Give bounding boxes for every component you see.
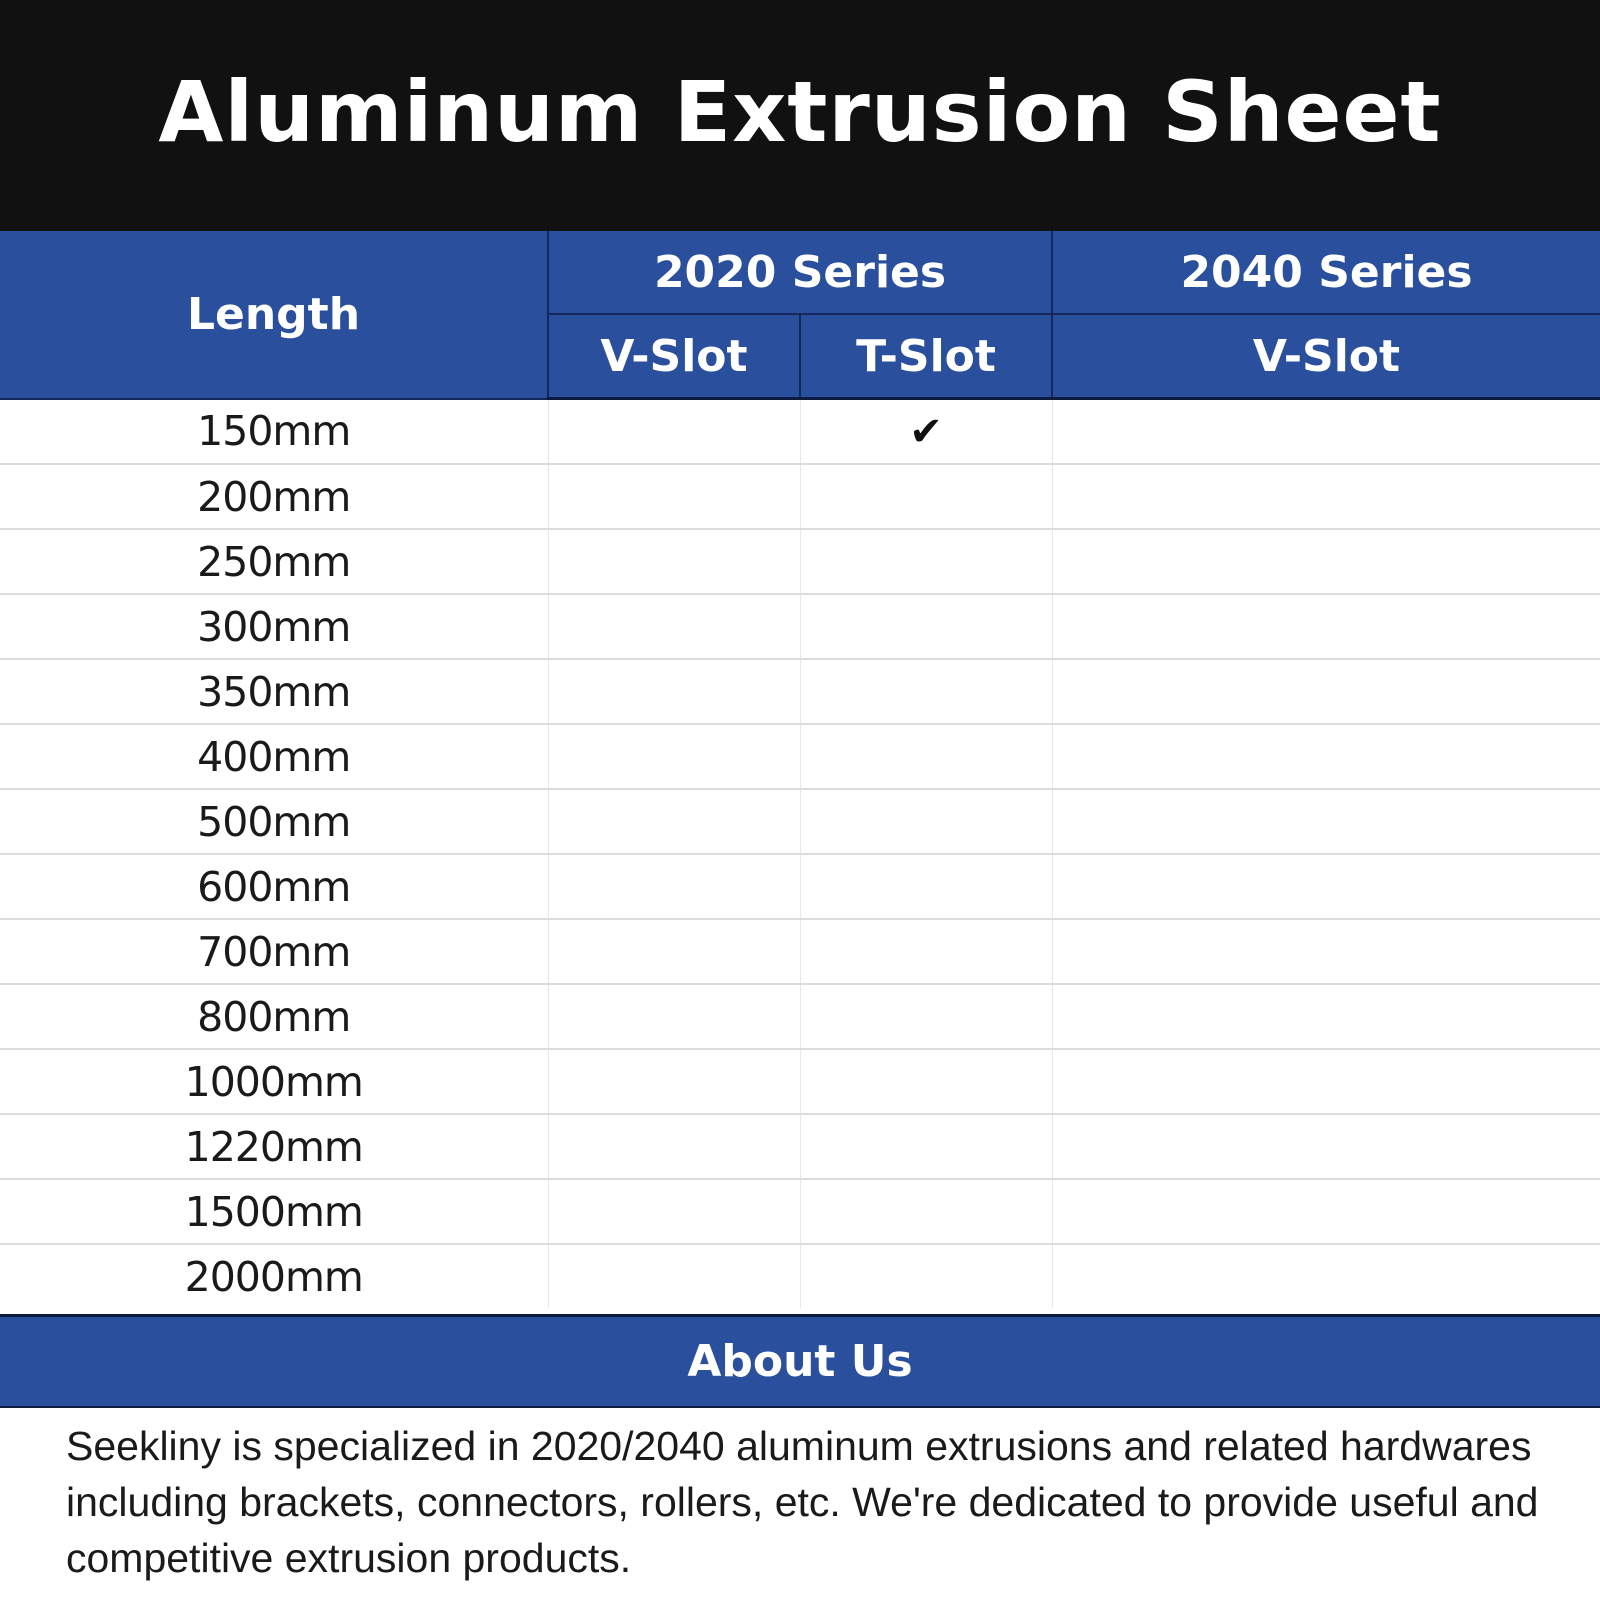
series-2040-vslot-cell — [1052, 594, 1600, 659]
length-column-header: Length — [0, 231, 548, 399]
table-row — [0, 919, 1600, 984]
about-banner — [0, 1314, 1600, 1408]
length-cell: 700mm — [0, 919, 548, 984]
table-header — [0, 231, 1600, 399]
table-row — [0, 1049, 1600, 1114]
series-2040-vslot-cell — [1052, 919, 1600, 984]
series-2020-tslot-cell — [800, 464, 1052, 529]
series-2020-vslot-cell — [548, 1244, 800, 1308]
about-heading: About Us — [687, 1336, 913, 1387]
series-2020-tslot-cell — [800, 594, 1052, 659]
length-cell: 400mm — [0, 724, 548, 789]
series-2040-vslot-cell — [1052, 1244, 1600, 1308]
series-2020-vslot-header: V-Slot — [548, 314, 800, 399]
length-cell: 2000mm — [184, 1252, 363, 1301]
series-2020-vslot-cell — [548, 919, 800, 984]
series-2020-tslot-cell — [800, 724, 1052, 789]
length-cell: 300mm — [0, 594, 548, 659]
series-2020-vslot-cell — [548, 1114, 800, 1179]
series-2020-tslot-cell — [800, 1244, 1052, 1308]
series-2020-tslot-cell — [800, 984, 1052, 1049]
series-2020-tslot-cell — [800, 659, 1052, 724]
series-2020-vslot-cell — [548, 789, 800, 854]
series-2020-vslot-cell — [548, 399, 800, 465]
series-2040-vslot-cell — [1052, 854, 1600, 919]
series-2020-tslot-cell — [800, 919, 1052, 984]
length-cell: 350mm — [0, 659, 548, 724]
table-row — [0, 1114, 1600, 1179]
series-2040-vslot-cell — [1052, 399, 1600, 465]
series-2020-tslot-cell — [800, 1049, 1052, 1114]
table-row — [0, 659, 1600, 724]
series-2040-header: 2040 Series — [1052, 231, 1600, 314]
table-row — [0, 1179, 1600, 1244]
series-2020-header: 2020 Series — [548, 231, 1052, 314]
series-2040-vslot-cell — [1052, 659, 1600, 724]
series-2040-vslot-cell — [1052, 789, 1600, 854]
series-2020-vslot-cell — [548, 659, 800, 724]
table-row — [0, 594, 1600, 659]
series-2020-vslot-cell — [548, 529, 800, 594]
series-2020-tslot-cell — [800, 789, 1052, 854]
series-2020-vslot-cell — [548, 984, 800, 1049]
table-row — [0, 724, 1600, 789]
table-body — [0, 399, 1600, 1309]
table-row — [0, 399, 1600, 465]
table-row — [0, 789, 1600, 854]
series-2020-vslot-cell — [548, 1179, 800, 1244]
series-2020-tslot-cell — [800, 1114, 1052, 1179]
extrusion-table — [0, 231, 1600, 1308]
series-2040-vslot-cell — [1052, 984, 1600, 1049]
series-2040-vslot-cell — [1052, 1049, 1600, 1114]
series-2040-vslot-cell — [1052, 529, 1600, 594]
length-cell: 250mm — [0, 529, 548, 594]
series-2020-tslot-cell — [800, 529, 1052, 594]
length-cell: 150mm — [0, 399, 548, 465]
length-cell: 800mm — [0, 984, 548, 1049]
series-2040-vslot-header: V-Slot — [1052, 314, 1600, 399]
series-2040-vslot-cell — [1052, 1114, 1600, 1179]
series-2020-tslot-cell: ✔ — [800, 399, 1052, 465]
length-cell: 500mm — [0, 789, 548, 854]
series-2040-vslot-cell — [1052, 464, 1600, 529]
series-2020-tslot-header: T-Slot — [800, 314, 1052, 399]
series-2040-vslot-cell — [1052, 1179, 1600, 1244]
table-row — [0, 984, 1600, 1049]
series-2040-vslot-cell — [1052, 724, 1600, 789]
series-2020-tslot-cell — [800, 1179, 1052, 1244]
series-2020-vslot-cell — [548, 854, 800, 919]
length-cell: 200mm — [0, 464, 548, 529]
table-row — [0, 464, 1600, 529]
series-2020-vslot-cell — [548, 464, 800, 529]
length-cell: 1500mm — [0, 1179, 548, 1244]
table-row — [0, 854, 1600, 919]
table-row — [0, 529, 1600, 594]
about-description: Seekliny is specialized in 2020/2040 aluminum extrusions and related hardwares including brackets, connectors, rollers, etc. We're dedicated to provide useful and competitive extrusion products. — [66, 1423, 1539, 1581]
series-2020-vslot-cell — [548, 724, 800, 789]
series-2020-tslot-cell — [800, 854, 1052, 919]
series-2020-vslot-cell — [548, 1049, 800, 1114]
title-banner — [0, 0, 1600, 231]
table-row — [0, 1244, 1600, 1308]
length-cell: 1000mm — [0, 1049, 548, 1114]
length-cell: 1220mm — [0, 1114, 548, 1179]
series-2020-vslot-cell — [548, 594, 800, 659]
page-title: Aluminum Extrusion Sheet — [158, 62, 1442, 161]
length-cell: 600mm — [0, 854, 548, 919]
